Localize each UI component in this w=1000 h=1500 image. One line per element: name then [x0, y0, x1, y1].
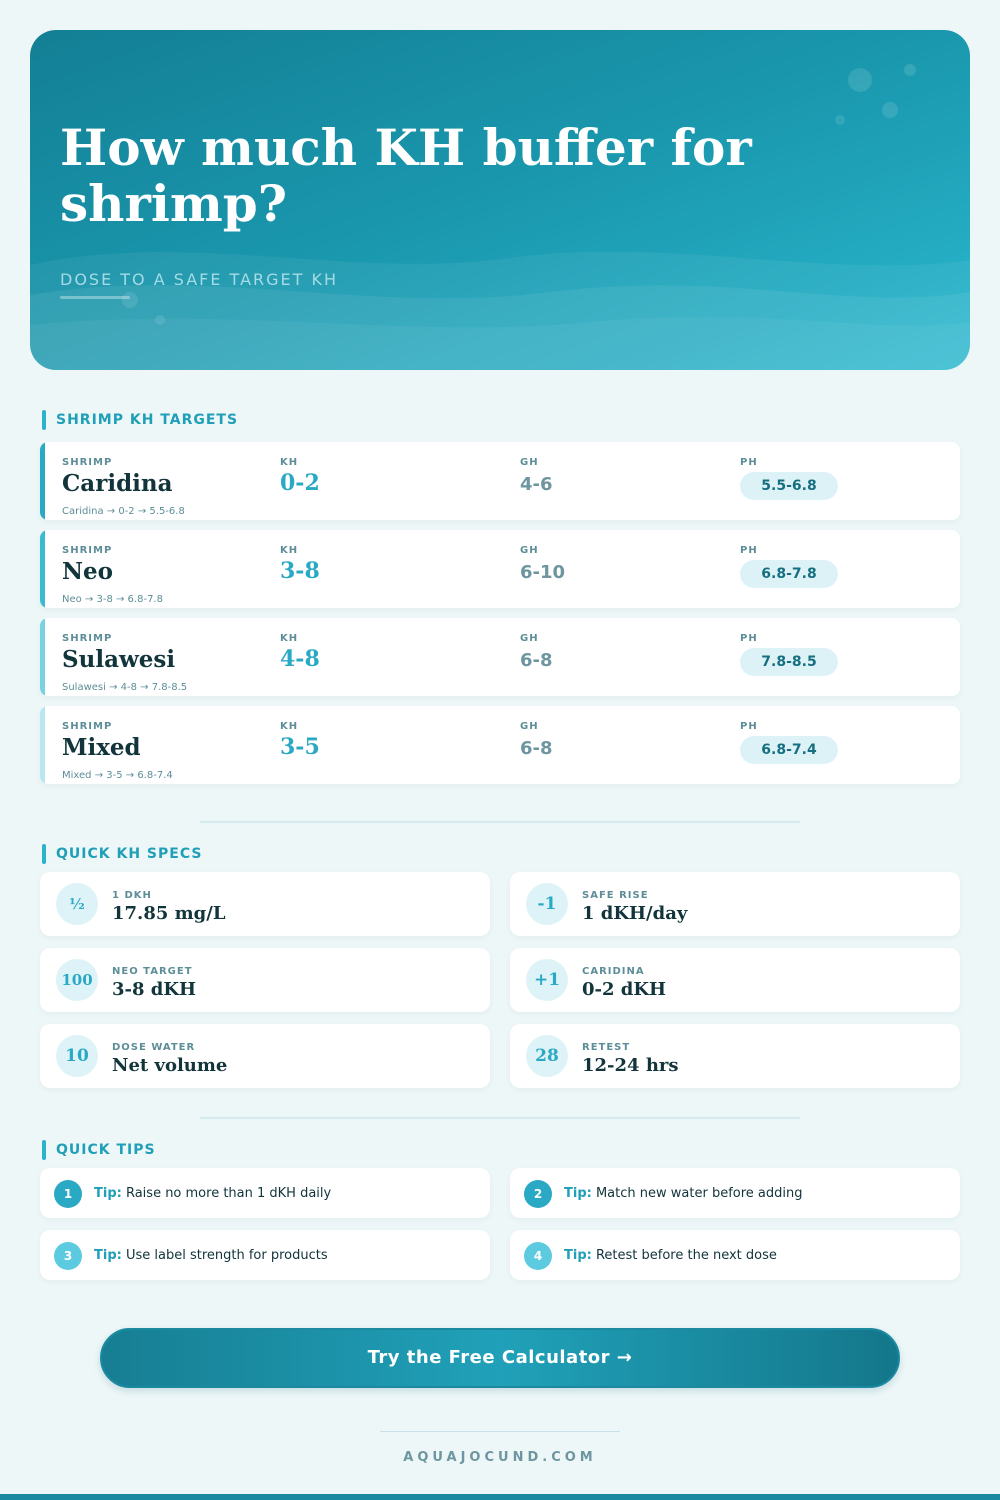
section-divider [200, 821, 800, 823]
tip-text [564, 1186, 802, 1201]
tip-prefix: Tip: [564, 1186, 592, 1201]
spec-value: Net volume [112, 1055, 228, 1076]
tip-body: Retest before the next dose [595, 1248, 777, 1263]
bottom-accent-bar [0, 1494, 1000, 1500]
spec-value: 3-8 dKH [112, 979, 197, 1000]
ph-badge: 6.8-7.8 [740, 560, 838, 588]
shrimp-card-neo [40, 530, 960, 608]
shrimp-summary: Sulawesi → 4-8 → 7.8-8.5 [62, 682, 188, 693]
shrimp-name: Neo [62, 558, 113, 585]
kh-value: 4-8 [280, 646, 320, 672]
hero-subtitle: DOSE TO A SAFE TARGET KH [60, 270, 339, 289]
shrimp-label: SHRIMP [62, 721, 113, 732]
section-divider [200, 1117, 800, 1119]
gh-label: GH [520, 721, 539, 732]
tip-prefix: Tip: [94, 1248, 122, 1263]
spec-card-dose-water [40, 1024, 490, 1088]
tip-prefix: Tip: [564, 1248, 592, 1263]
tip-number-badge: 3 [54, 1242, 82, 1270]
gh-value: 6-8 [520, 650, 553, 671]
shrimp-label: SHRIMP [62, 633, 113, 644]
card-accent [40, 706, 45, 784]
spec-icon-badge: 10 [56, 1035, 98, 1077]
section-header-targets [42, 410, 238, 430]
kh-value: 3-5 [280, 734, 320, 760]
section-header-tips [42, 1140, 156, 1160]
page-title: How much KH buffer for shrimp? [60, 118, 752, 233]
section-bar [42, 844, 46, 864]
spec-icon-badge: 100 [56, 959, 98, 1001]
spec-value: 12-24 hrs [582, 1055, 679, 1076]
ph-label: PH [740, 457, 758, 468]
tip-body: Raise no more than 1 dKH daily [125, 1186, 332, 1201]
kh-label: KH [280, 457, 299, 468]
spec-label: CARIDINA [582, 966, 645, 977]
spec-card-1-dkh [40, 872, 490, 936]
tip-number-badge: 4 [524, 1242, 552, 1270]
section-header-specs [42, 844, 202, 864]
kh-label: KH [280, 633, 299, 644]
gh-value: 6-10 [520, 562, 566, 583]
shrimp-card-sulawesi [40, 618, 960, 696]
kh-label: KH [280, 545, 299, 556]
spec-icon-badge: +1 [526, 959, 568, 1001]
spec-value: 1 dKH/day [582, 903, 688, 924]
shrimp-name: Caridina [62, 470, 173, 497]
tip-card-3 [40, 1230, 490, 1280]
shrimp-label: SHRIMP [62, 545, 113, 556]
spec-card-neo-target [40, 948, 490, 1012]
tip-number-badge: 2 [524, 1180, 552, 1208]
tip-card-1 [40, 1168, 490, 1218]
shrimp-summary: Mixed → 3-5 → 6.8-7.4 [62, 770, 173, 781]
ph-label: PH [740, 545, 758, 556]
free-calculator-button[interactable]: Try the Free Calculator → [100, 1328, 900, 1388]
footer-divider [380, 1431, 620, 1432]
gh-label: GH [520, 545, 539, 556]
ph-label: PH [740, 633, 758, 644]
shrimp-card-mixed [40, 706, 960, 784]
tip-text [94, 1186, 331, 1201]
card-accent [40, 530, 45, 608]
gh-value: 6-8 [520, 738, 553, 759]
tip-body: Match new water before adding [595, 1186, 803, 1201]
spec-label: RETEST [582, 1042, 631, 1053]
section-bar [42, 410, 46, 430]
spec-card-safe-rise [510, 872, 960, 936]
spec-label: DOSE WATER [112, 1042, 196, 1053]
shrimp-summary: Neo → 3-8 → 6.8-7.8 [62, 594, 163, 605]
tip-text [564, 1248, 777, 1263]
kh-label: KH [280, 721, 299, 732]
gh-value: 4-6 [520, 474, 553, 495]
tip-number-badge: 1 [54, 1180, 82, 1208]
shrimp-name: Mixed [62, 734, 141, 761]
hero-banner [30, 30, 970, 370]
spec-value: 17.85 mg/L [112, 903, 226, 924]
spec-label: SAFE RISE [582, 890, 649, 901]
section-title: QUICK KH SPECS [56, 846, 203, 862]
spec-label: NEO TARGET [112, 966, 193, 977]
ph-badge: 5.5-6.8 [740, 472, 838, 500]
ph-label: PH [740, 721, 758, 732]
tip-card-2 [510, 1168, 960, 1218]
shrimp-summary: Caridina → 0-2 → 5.5-6.8 [62, 506, 185, 517]
section-title: QUICK TIPS [56, 1142, 156, 1158]
ph-badge: 7.8-8.5 [740, 648, 838, 676]
kh-value: 3-8 [280, 558, 320, 584]
tip-text [94, 1248, 328, 1263]
section-bar [42, 1140, 46, 1160]
card-accent [40, 618, 45, 696]
card-accent [40, 442, 45, 520]
section-title: SHRIMP KH TARGETS [56, 412, 239, 428]
kh-value: 0-2 [280, 470, 320, 496]
shrimp-card-caridina [40, 442, 960, 520]
tip-prefix: Tip: [94, 1186, 122, 1201]
spec-icon-badge: -1 [526, 883, 568, 925]
spec-card-caridina [510, 948, 960, 1012]
gh-label: GH [520, 457, 539, 468]
footer-site-link[interactable]: AQUAJOCUND.COM [403, 1450, 597, 1465]
gh-label: GH [520, 633, 539, 644]
tip-body: Use label strength for products [125, 1248, 328, 1263]
spec-value: 0-2 dKH [582, 979, 667, 1000]
spec-card-retest [510, 1024, 960, 1088]
spec-icon-badge: 28 [526, 1035, 568, 1077]
shrimp-name: Sulawesi [62, 646, 176, 673]
ph-badge: 6.8-7.4 [740, 736, 838, 764]
tip-card-4 [510, 1230, 960, 1280]
spec-icon-badge: ½ [56, 883, 98, 925]
hero-underline [60, 296, 130, 299]
shrimp-label: SHRIMP [62, 457, 113, 468]
spec-label: 1 DKH [112, 890, 152, 901]
